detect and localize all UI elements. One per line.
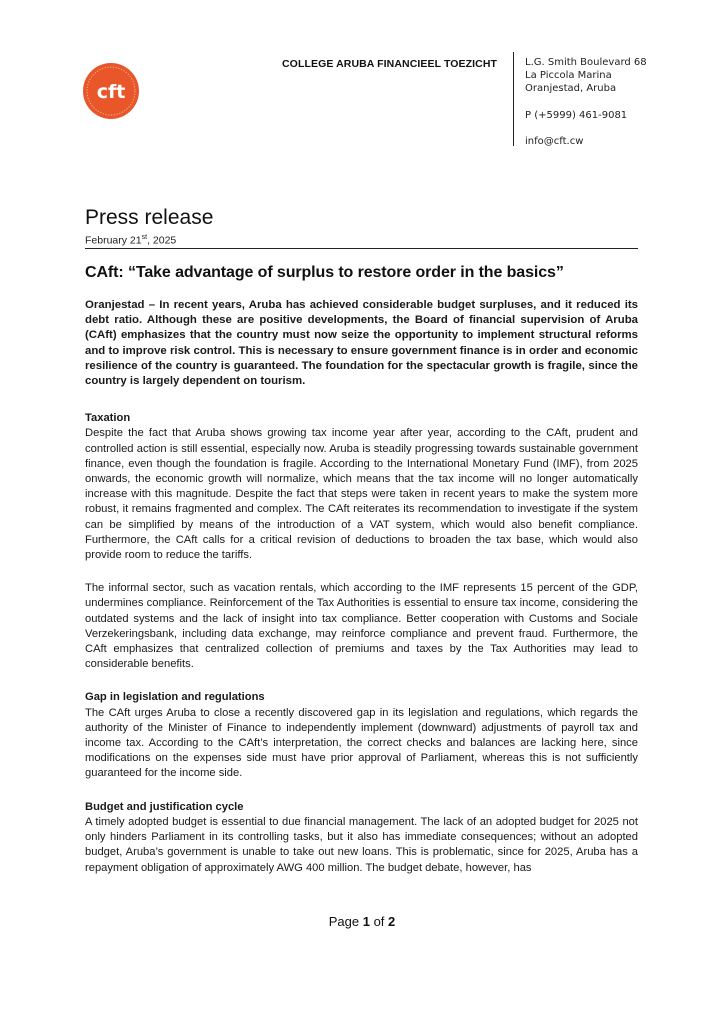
lead-paragraph: Oranjestad – In recent years, Aruba has achieved considerable budget surpluses, and it reduced its debt ratio. Although these are positive developments, the Board of financial supervision of Aruba (CAft) emphasizes that the country must now seize the opportunity to implement structural reforms and to improve risk control. This is necessary to ensure government finance is in order and economic resilience of the country is guaranteed. The foundation for the spectacular growth is fragile, since the country is largely dependent on tourism. <box>85 299 638 388</box>
body-content <box>85 298 638 894</box>
release-date: February 21st, 2025 <box>85 234 177 247</box>
page-number: Page 1 of 2 <box>328 914 396 929</box>
paragraph: The informal sector, such as vacation rentals, which according to the IMF represents 15 percent of the GDP, undermines compliance. Reinforcement of the Tax Authorities is essential to ensure tax income, considering the outdated systems and the lack of insight into tax compliance. Better cooperation with Customs and Sociale Verzekeringsbank, including data exchange, may reinforce compliance and prevent fraud. Furthermore, the CAft emphasizes that centralized collection of premiums and taxes by the Tax Authorities may lead to considerable benefits. <box>85 582 638 671</box>
section-heading-taxation: Taxation <box>85 412 131 425</box>
paragraph: Despite the fact that Aruba shows growing tax income year after year, according to the CAft, prudent and controlled action is still essential, especially now. Aruba is steadily progressing towards sustainable government finance, even though the foundation is fragile. According to the International Monetary Fund (IMF), from 2025 onwards, the economic growth will normalize, which means that the tax income will no longer automatically increase with this magnitude. Despite the fact that steps were taken in recent years to make the system more robust, it remains fragmented and complex. The CAft reiterates its recommendation to investigate if the system can be simplified by means of the introduction of a VAT system, which would also benefit compliance. Furthermore, the CAft calls for a critical revision of deductions to broaden the tax base, which would also provide room to reduce the tariffs. <box>85 427 638 562</box>
title-rule <box>85 248 638 249</box>
section-heading-budget: Budget and justification cycle <box>85 800 244 813</box>
paragraph: A timely adopted budget is essential to due financial management. The lack of an adopted budget for 2025 not only hinders Parliament in its controlling tasks, but it also has immediate consequences; without an adopted budget, Aruba’s government is unable to take out new loans. This is problematic, since for 2025, Aruba has a repayment obligation of approximately AWG 400 million. The budget debate, however, has <box>85 815 638 874</box>
paragraph: The CAft urges Aruba to close a recently discovered gap in its legislation and regulations, which regards the authority of the Minister of Finance to independently implement (downward) adjustments of payroll tax and income tax. According to the CAft’s interpretation, the correct checks and balances are lacking here, since modifications on the expenses side must have prior approval of Parliament, whereas this is not sufficiently guaranteed for the income side. <box>85 706 638 780</box>
cft-logo <box>82 62 140 120</box>
header-divider <box>513 52 514 146</box>
address-line: La Piccola Marina <box>525 70 612 82</box>
address-line: L.G. Smith Boulevard 68 <box>525 57 647 68</box>
email-address: info@cft.cw <box>525 135 584 147</box>
headline: CAft: “Take advantage of surplus to restore order in the basics” <box>85 264 564 281</box>
organization-name: COLLEGE ARUBA FINANCIEEL TOEZICHT <box>282 58 498 70</box>
address-line: Oranjestad, Aruba <box>525 83 617 95</box>
document-title: Press release <box>85 206 214 229</box>
logo-text: cft <box>96 81 126 103</box>
address-block <box>525 56 647 148</box>
phone-number: P (+5999) 461-9081 <box>525 109 628 121</box>
section-heading-legislation: Gap in legislation and regulations <box>85 691 265 704</box>
